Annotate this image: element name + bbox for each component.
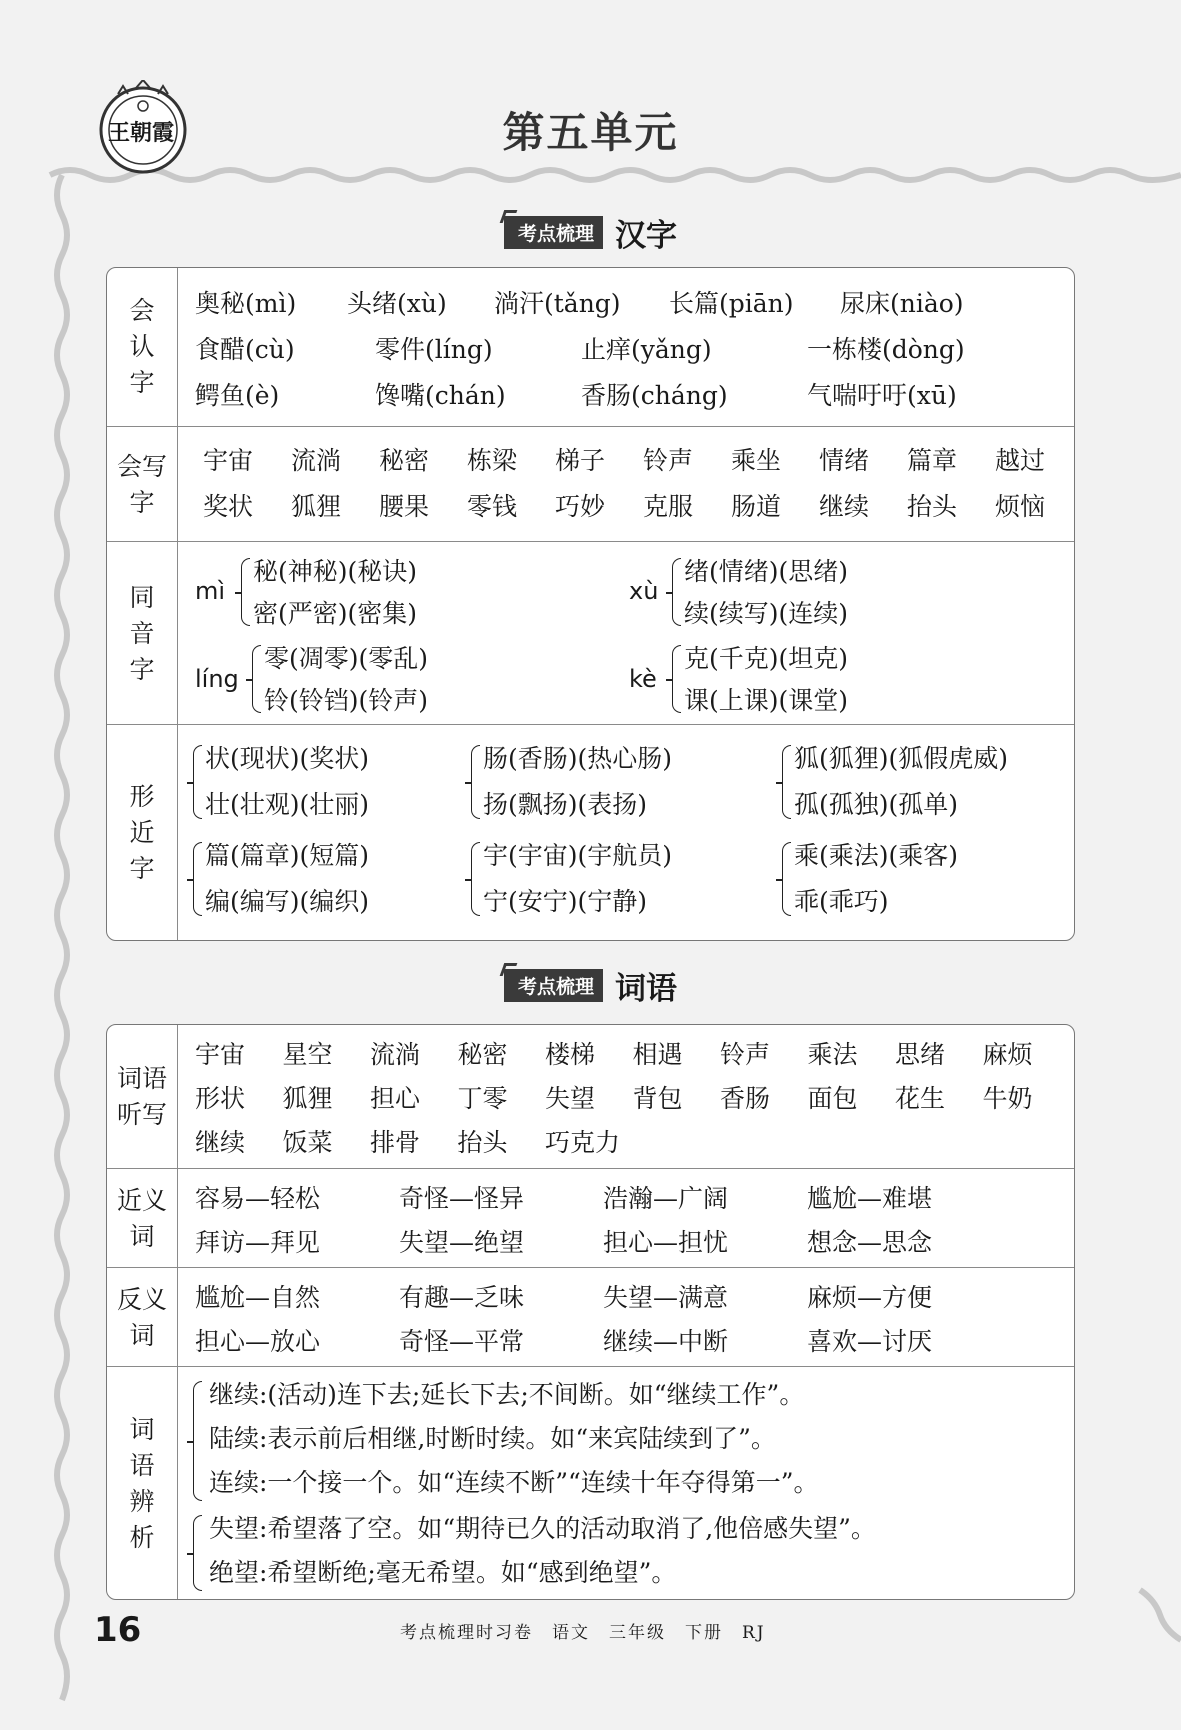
vocab-item: 气喘吁吁(xū)	[807, 381, 957, 410]
brace	[471, 842, 480, 916]
synonym-pair: 浩瀚—广阔	[603, 1184, 729, 1213]
antonym-pair: 失望—满意	[603, 1283, 729, 1312]
brace	[672, 558, 681, 626]
pinyin-label: kè	[629, 665, 657, 693]
dictation-word: 背包	[632, 1084, 683, 1113]
dictation-word: 失望	[545, 1084, 596, 1113]
brace	[672, 645, 681, 713]
vocab-item: 一栋楼(dòng)	[807, 335, 965, 364]
pinyin-label: líng	[195, 665, 239, 693]
write-word: 乘坐	[731, 446, 782, 475]
row-label: 会写 字	[107, 427, 178, 542]
row-antonym	[107, 1267, 1074, 1367]
page-header	[0, 0, 1181, 190]
dictation-word: 继续	[195, 1128, 246, 1157]
write-word: 零钱	[467, 492, 518, 521]
brace	[252, 645, 261, 713]
homophone-line: 密(严密)(密集)	[253, 599, 418, 628]
dictation-word: 流淌	[370, 1040, 421, 1069]
vocab-item: 奥秘(mì)	[195, 289, 297, 318]
write-word: 栋梁	[467, 446, 518, 475]
dictation-word: 形状	[195, 1084, 246, 1113]
vocab-item: 香肠(cháng)	[581, 381, 728, 410]
dictation-word: 楼梯	[545, 1040, 596, 1069]
homophone-line: 铃(铃铛)(铃声)	[264, 686, 429, 715]
section-tag: 考点梳理	[504, 969, 603, 1002]
vocab-item: 止痒(yǎng)	[581, 335, 712, 364]
synonym-pair: 容易—轻松	[195, 1184, 321, 1213]
row-label: 词语 听写	[107, 1025, 178, 1168]
similar-line: 编(编写)(编织)	[205, 887, 370, 916]
row-label: 词 语 辨 析	[107, 1367, 178, 1600]
write-word: 铃声	[643, 446, 694, 475]
dictation-word: 饭菜	[282, 1128, 333, 1157]
synonym-pair: 拜访—拜见	[195, 1228, 321, 1257]
dictation-word: 排骨	[370, 1128, 421, 1157]
write-word: 梯子	[555, 446, 606, 475]
write-word: 狐狸	[291, 492, 342, 521]
dictation-word: 狐狸	[282, 1084, 333, 1113]
brace	[193, 1381, 202, 1501]
brace	[782, 842, 791, 916]
dictation-word: 麻烦	[982, 1040, 1033, 1069]
antonym-pair: 继续—中断	[603, 1327, 729, 1356]
write-word: 篇章	[907, 446, 958, 475]
row-homophone	[107, 541, 1074, 725]
write-word: 流淌	[291, 446, 342, 475]
brace	[782, 745, 791, 819]
similar-line: 乘(乘法)(乘客)	[794, 841, 959, 870]
dictation-word: 花生	[895, 1084, 946, 1113]
similar-line: 宁(安宁)(宁静)	[483, 887, 648, 916]
homophone-line: 零(凋零)(零乱)	[264, 644, 429, 673]
logo-text: 王朝霞	[108, 120, 175, 146]
homophone-line: 秘(神秘)(秘诀)	[253, 557, 418, 586]
dictation-word: 相遇	[632, 1040, 683, 1069]
synonym-pair: 担心—担忧	[603, 1228, 729, 1257]
similar-line: 状(现状)(奖状)	[205, 744, 370, 773]
write-word: 克服	[643, 492, 694, 521]
write-word: 奖状	[203, 492, 254, 521]
brace	[193, 1515, 202, 1591]
synonym-pair: 失望—绝望	[399, 1228, 525, 1257]
row-label: 同 音 字	[107, 542, 178, 725]
ciyu-table	[106, 1024, 1075, 1600]
analysis-line: 继续:(活动)连下去;延长下去;不间断。如“继续工作”。	[209, 1380, 805, 1409]
antonym-pair: 有趣—乏味	[399, 1283, 525, 1312]
dictation-word: 星空	[282, 1040, 333, 1069]
dictation-word: 宇宙	[195, 1040, 246, 1069]
similar-line: 壮(壮观)(壮丽)	[205, 790, 370, 819]
analysis-line: 陆续:表示前后相继,时断时续。如“来宾陆续到了”。	[209, 1424, 776, 1453]
footer-text: 考点梳理时习卷 语文 三年级 下册 RJ	[400, 1623, 766, 1643]
analysis-line: 连续:一个接一个。如“连续不断”“连续十年夺得第一”。	[209, 1468, 819, 1497]
row-write	[107, 426, 1074, 542]
similar-line: 扬(飘扬)(表扬)	[483, 790, 648, 819]
brace	[241, 558, 250, 626]
synonym-pair: 尴尬—难堪	[807, 1184, 933, 1213]
page-title: 第五单元	[502, 108, 679, 157]
pinyin-label: xù	[629, 577, 659, 605]
homophone-line: 续(续写)(连续)	[684, 599, 849, 628]
dictation-word: 丁零	[457, 1084, 508, 1113]
section-title: 汉字	[615, 218, 677, 254]
write-word: 抬头	[907, 492, 958, 521]
row-similar	[107, 724, 1074, 941]
page-number: 16	[94, 1610, 142, 1650]
write-word: 巧妙	[555, 492, 606, 521]
dictation-word: 香肠	[720, 1084, 771, 1113]
section-title: 词语	[615, 971, 677, 1007]
vocab-item: 鳄鱼(è)	[195, 381, 280, 410]
hanzi-table	[106, 267, 1075, 941]
antonym-pair: 尴尬—自然	[195, 1283, 321, 1312]
write-word: 继续	[819, 492, 870, 521]
antonym-pair: 奇怪—平常	[399, 1327, 525, 1356]
similar-line: 肠(香肠)(热心肠)	[483, 744, 673, 773]
antonym-pair: 麻烦—方便	[807, 1283, 933, 1312]
row-analysis	[107, 1366, 1074, 1600]
vocab-item: 尿床(niào)	[840, 289, 964, 318]
write-word: 烦恼	[995, 492, 1046, 521]
vocab-item: 头绪(xù)	[347, 289, 447, 318]
vocab-item: 淌汗(tǎng)	[494, 289, 621, 318]
synonym-pair: 想念—思念	[807, 1228, 933, 1257]
dictation-word: 牛奶	[982, 1084, 1033, 1113]
brace	[193, 745, 202, 819]
similar-line: 篇(篇章)(短篇)	[205, 841, 370, 870]
homophone-line: 课(上课)(课堂)	[684, 686, 849, 715]
homophone-line: 克(千克)(坦克)	[684, 644, 849, 673]
analysis-line: 失望:希望落了空。如“期待已久的活动取消了,他倍感失望”。	[209, 1514, 876, 1543]
row-dictation	[107, 1025, 1074, 1168]
synonym-pair: 奇怪—怪异	[399, 1184, 525, 1213]
dictation-word: 乘法	[807, 1040, 858, 1069]
vocab-item: 长篇(piān)	[669, 289, 794, 318]
similar-line: 乖(乖巧)	[794, 887, 889, 916]
row-label: 形 近 字	[107, 725, 178, 941]
pinyin-label: mì	[195, 577, 226, 605]
brace	[471, 745, 480, 819]
dictation-word: 面包	[807, 1084, 858, 1113]
analysis-line: 绝望:希望断绝;毫无希望。如“感到绝望”。	[209, 1558, 677, 1587]
section-tag: 考点梳理	[504, 216, 603, 249]
write-word: 肠道	[731, 492, 782, 521]
vocab-item: 馋嘴(chán)	[375, 381, 506, 410]
row-label: 反义 词	[107, 1268, 178, 1367]
row-label: 近义 词	[107, 1169, 178, 1268]
dictation-word: 铃声	[720, 1040, 771, 1069]
vocab-item: 零件(líng)	[375, 335, 493, 364]
write-word: 越过	[995, 446, 1046, 475]
dictation-word: 担心	[370, 1084, 421, 1113]
antonym-pair: 担心—放心	[195, 1327, 321, 1356]
brace	[193, 842, 202, 916]
write-word: 宇宙	[203, 446, 254, 475]
similar-line: 狐(狐狸)(狐假虎威)	[794, 744, 1009, 773]
similar-line: 宇(宇宙)(宇航员)	[483, 841, 673, 870]
write-word: 腰果	[379, 492, 430, 521]
write-word: 秘密	[379, 446, 430, 475]
row-synonym	[107, 1168, 1074, 1268]
write-word: 情绪	[819, 446, 870, 475]
similar-line: 孤(孤独)(孤单)	[794, 790, 959, 819]
vocab-item: 食醋(cù)	[195, 335, 295, 364]
dictation-word: 秘密	[457, 1040, 508, 1069]
antonym-pair: 喜欢—讨厌	[807, 1327, 933, 1356]
row-label: 会 认 字	[107, 268, 178, 426]
section-heading-ciyu	[0, 963, 1181, 1008]
dictation-word: 巧克力	[545, 1128, 621, 1157]
dictation-word: 思绪	[895, 1040, 946, 1069]
dictation-word: 抬头	[457, 1128, 508, 1157]
section-heading-hanzi	[0, 210, 1181, 255]
homophone-line: 绪(情绪)(思绪)	[684, 557, 849, 586]
row-recognize	[107, 268, 1074, 426]
